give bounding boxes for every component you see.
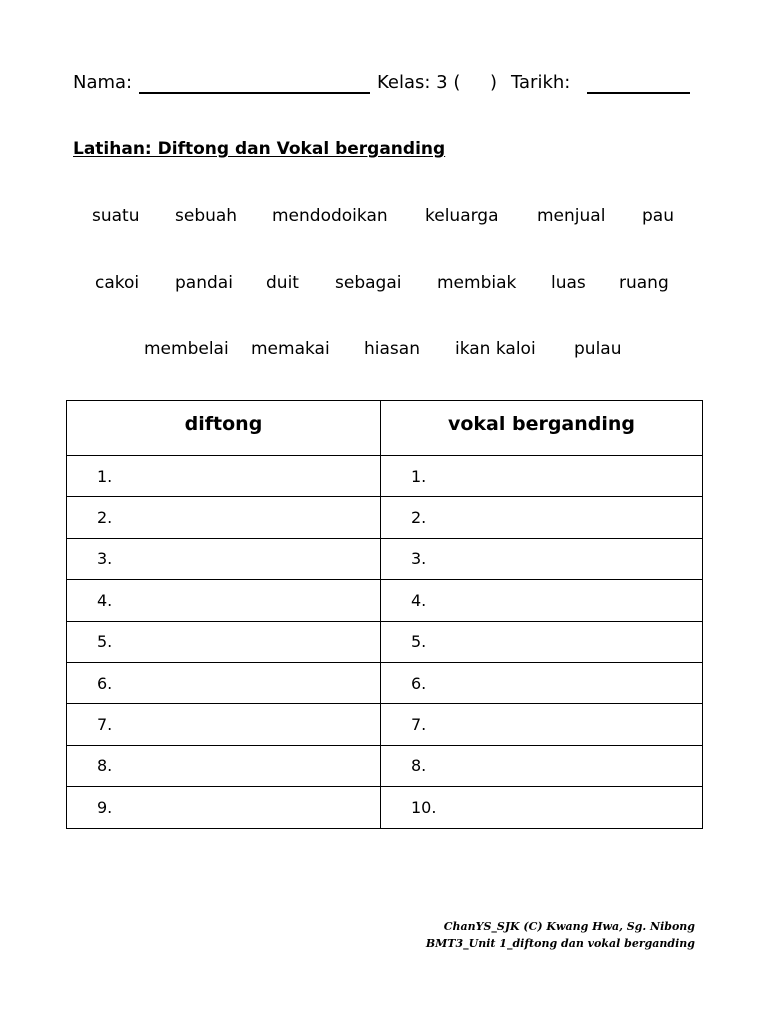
vokal-answer-cell[interactable]: 8. [381,745,703,786]
diftong-answer-cell[interactable]: 9. [67,787,381,828]
word-item: ruang [619,273,669,293]
answer-table [66,400,703,829]
exercise-title: Latihan: Diftong dan Vokal berganding [73,139,446,159]
kelas-close-paren: ) [490,72,498,93]
word-item: duit [266,273,299,293]
table-header-row [67,401,703,456]
vokal-answer-cell[interactable]: 4. [381,580,703,621]
word-item: suatu [92,206,140,226]
diftong-answer-cell[interactable]: 5. [67,621,381,662]
diftong-answer-cell[interactable]: 8. [67,745,381,786]
word-item: hiasan [364,339,420,359]
word-item: memakai [251,339,330,359]
vokal-answer-cell[interactable]: 7. [381,704,703,745]
diftong-answer-cell[interactable]: 4. [67,580,381,621]
diftong-answer-cell[interactable]: 6. [67,662,381,703]
tarikh-blank[interactable] [587,92,690,94]
table-row [67,621,703,662]
footer-credit [426,918,695,952]
diftong-answer-cell[interactable]: 1. [67,456,381,497]
word-item: sebagai [335,273,402,293]
table-row [67,580,703,621]
nama-blank[interactable] [139,92,370,94]
table-row [67,704,703,745]
vokal-answer-cell[interactable]: 2. [381,497,703,538]
nama-label: Nama: [73,72,133,93]
word-item: menjual [537,206,606,226]
word-item: membiak [437,273,517,293]
word-item: pulau [574,339,622,359]
vokal-answer-cell[interactable]: 1. [381,456,703,497]
word-item: keluarga [425,206,499,226]
table-row [67,662,703,703]
diftong-answer-cell[interactable]: 7. [67,704,381,745]
table-row [67,497,703,538]
footer-line-1: ChanYS_SJK (C) Kwang Hwa, Sg. Nibong [443,920,695,933]
word-item: ikan kaloi [455,339,536,359]
tarikh-label: Tarikh: [511,72,571,93]
word-item: cakoi [95,273,140,293]
word-item: membelai [144,339,229,359]
header-vokal-berganding: vokal berganding [381,401,703,456]
word-item: mendodoikan [272,206,388,226]
word-item: pandai [175,273,233,293]
diftong-answer-cell[interactable]: 3. [67,538,381,579]
table-row [67,787,703,828]
vokal-answer-cell[interactable]: 3. [381,538,703,579]
vokal-answer-cell[interactable]: 6. [381,662,703,703]
table-row [67,538,703,579]
word-item: sebuah [175,206,238,226]
table-row [67,745,703,786]
footer-line-2: BMT3_Unit 1_diftong dan vokal berganding [425,937,695,950]
table-row [67,456,703,497]
header-diftong: diftong [67,401,381,456]
word-item: luas [551,273,586,293]
kelas-label: Kelas: 3 ( [377,72,461,93]
word-item: pau [642,206,674,226]
diftong-answer-cell[interactable]: 2. [67,497,381,538]
vokal-answer-cell[interactable]: 5. [381,621,703,662]
vokal-answer-cell[interactable]: 10. [381,787,703,828]
